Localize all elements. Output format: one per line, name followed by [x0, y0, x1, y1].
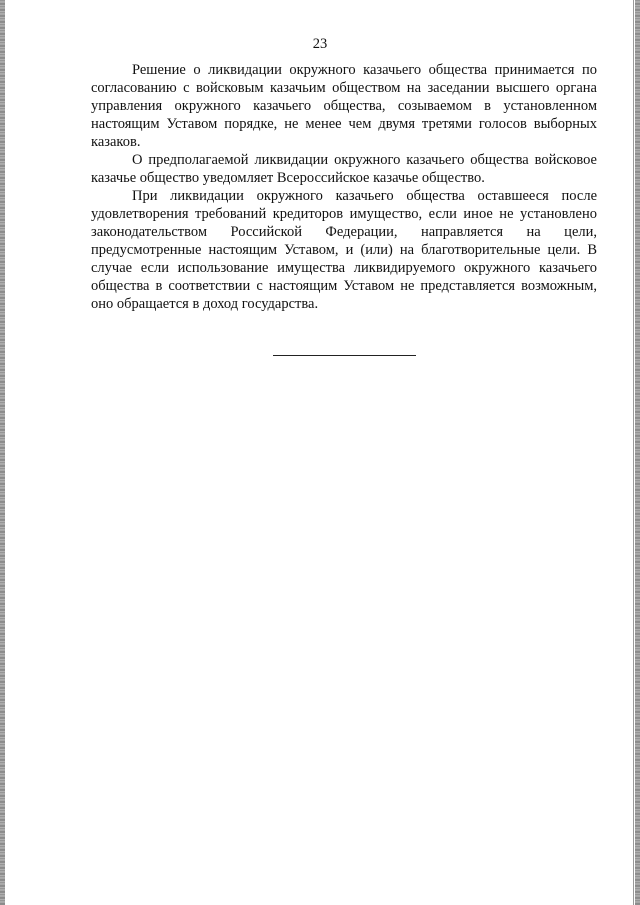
paragraph-liquidation-decision: Решение о ликвидации окружного казачьего общества принимается по согласованию с войсковым казачьим обществом на заседании высшего органа управления окружного казачьего общества, созываемом в установленном настоящим Уставом порядке, не менее чем двумя третями голосов выборных казаков.	[91, 62, 597, 150]
paragraph-property-distribution: При ликвидации окружного казачьего общества оставшееся после удовлетворения требований кредиторов имущество, если иное не установлено законодательством Российской Федерации, направляется на цели, предусмотренные настоящим Уставом, и (или) на благотворительные цели. В случае если использование имущества ликвидируемого окружного казачьего общества в соответствии с настоящим Уставом не представляется возможным, оно обращается в доход государства.	[91, 188, 597, 312]
paragraph-liquidation-notice: О предполагаемой ликвидации окружного казачьего общества войсковое казачье общество уведомляет Всероссийское казачье общество.	[91, 152, 597, 186]
scan-edge-left	[0, 0, 5, 905]
document-body	[91, 61, 597, 313]
end-of-text-rule	[273, 355, 416, 356]
scan-edge-right	[635, 0, 640, 905]
page-number: 23	[312, 36, 328, 52]
scan-edge-line	[633, 0, 634, 905]
